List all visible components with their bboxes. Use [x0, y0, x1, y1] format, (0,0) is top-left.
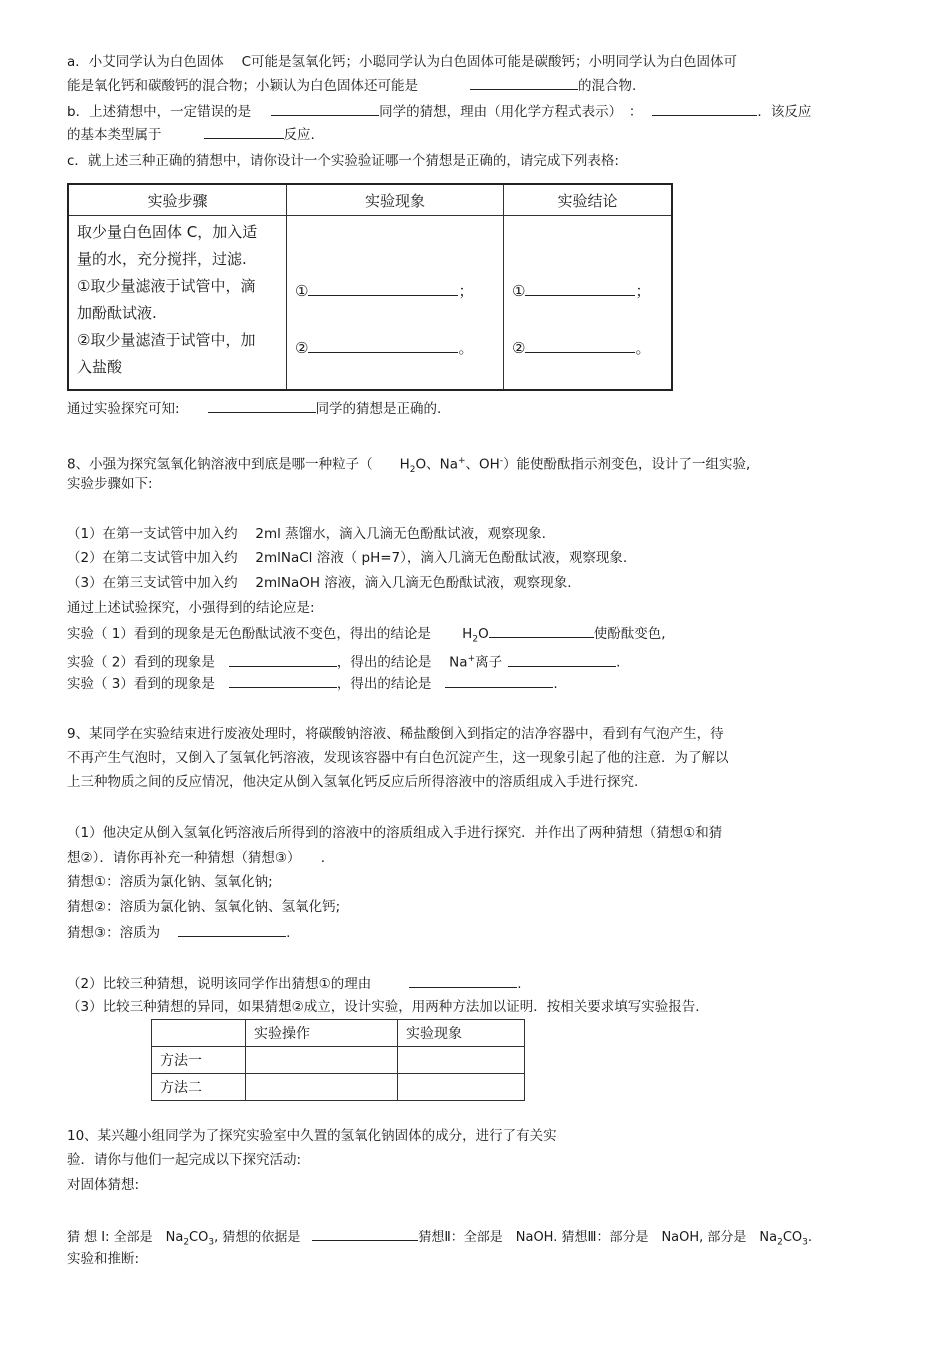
table2-header-phenomena: 实验现象 [398, 1020, 525, 1047]
method-label: 方法二 [152, 1074, 246, 1101]
text: . [286, 925, 291, 941]
blank-q8-1[interactable] [489, 623, 594, 638]
q9-guess-3 [67, 922, 290, 943]
blank-q8-5[interactable] [445, 673, 553, 688]
conclusion-cell [504, 216, 673, 391]
phen-blank-1[interactable] [308, 281, 458, 296]
step-line: 入盐酸 [77, 358, 123, 376]
line-b2 [67, 124, 315, 145]
text: . [553, 676, 558, 692]
phenomena-cell [287, 216, 504, 391]
table2-row [152, 1047, 525, 1074]
q8-step-1: （1）在第一支试管中加入约 2ml 蒸馏水，滴入几滴无色酚酞试液，观察现象. [67, 526, 546, 542]
text: ．该反应 [757, 104, 812, 120]
q8-step-2: （2）在第二支试管中加入约 2mlNaCl 溶液（ pH=7），滴入几滴无色酚酞试液，观察现象. [67, 550, 628, 566]
text: ，得出的结论是 Na [336, 654, 468, 671]
step-line: ①取少量滤液于试管中，滴 [77, 277, 256, 295]
text: b．上述猜想中，一定错误的是 [67, 104, 252, 120]
text: 实验（ 3）看到的现象是 [67, 676, 215, 692]
table-header-row [68, 184, 672, 216]
method-phenomena-cell[interactable] [398, 1047, 525, 1074]
phen-blank-2[interactable] [308, 338, 458, 353]
text: 使酚酞变色, [593, 626, 666, 642]
line-conclusion [67, 398, 441, 419]
q9-part2 [67, 973, 522, 994]
text: （2）比较三种猜想，说明该同学作出猜想①的理由 [67, 976, 372, 992]
circle-2: ② [512, 339, 526, 357]
text: 的混合物. [578, 78, 637, 94]
text: 反应. [283, 127, 315, 143]
q9-line-3: 上三种物质之间的反应情况，他决定从倒入氢氧化钙反应后所得溶液中的溶质组成入手进行探究. [67, 774, 639, 790]
punct: 。 [458, 339, 474, 357]
q9-line-1: 9、某同学在实验结束进行废液处理时，将碳酸钠溶液、稀盐酸倒入到指定的洁净容器中，看到有气泡产生，待 [67, 726, 724, 742]
text: 实验（ 1）看到的现象是无色酚酞试液不变色，得出的结论是 H [67, 626, 473, 642]
step-line: 取少量白色固体 C，加入适 [77, 223, 258, 241]
q8-line-1 [67, 451, 750, 480]
phen-line-2 [295, 337, 495, 358]
blank-a[interactable] [470, 75, 578, 90]
conc-line-1 [512, 280, 663, 301]
q8-conc-0: 通过上述试验探究，小强得到的结论应是: [67, 600, 315, 616]
table2-header-row [152, 1020, 525, 1047]
blank-b3[interactable] [204, 124, 284, 139]
blank-b1[interactable] [271, 101, 379, 116]
blank-b2[interactable] [652, 101, 757, 116]
text: ）能使酚酞指示剂变色，设计了一组实验, [503, 456, 751, 473]
experiment-table-1 [67, 183, 673, 391]
phen-line-1 [295, 280, 495, 301]
text: . [616, 654, 621, 671]
q10-line-1: 10、某兴趣小组同学为了探究实验室中久置的氢氧化钠固体的成分，进行了有关实 [67, 1128, 557, 1144]
sub: 2 [183, 1237, 190, 1248]
text: 通过实验探究可知: [67, 401, 180, 417]
sup: + [457, 456, 466, 466]
table2-row [152, 1074, 525, 1101]
line-a1: a．小艾同学认为白色固体 C可能是氢氧化钙；小聪同学认为白色固体可能是碳酸钙；小明同学认为白色固体可 [67, 54, 737, 70]
sub: 3 [208, 1237, 215, 1248]
text: 猜 想 I: 全部是 Na [67, 1230, 184, 1245]
step-line: 加酚酞试液. [77, 304, 157, 322]
circle-2: ② [295, 339, 309, 357]
q10-line-3: 对固体猜想: [67, 1177, 140, 1193]
text: 能是氧化钙和碳酸钙的混合物；小颖认为白色固体还可能是 [67, 78, 418, 94]
text: 同学的猜想是正确的. [315, 401, 442, 417]
q10-line-2: 验．请你与他们一起完成以下探究活动: [67, 1152, 302, 1168]
text: 同学的猜想，理由（用化学方程式表示） ： [379, 104, 643, 120]
text: 的基本类型属于 [67, 127, 162, 143]
text: ，得出的结论是 [336, 676, 432, 692]
q9-guess-1: 猜想①：溶质为氯化钠、氢氧化钠; [67, 874, 273, 890]
line-a2 [67, 75, 636, 96]
q8-step-3: （3）在第三支试管中加入约 2mlNaOH 溶液，滴入几滴无色酚酞试液，观察现象. [67, 575, 572, 591]
sup: - [499, 456, 504, 466]
line-b1 [67, 101, 811, 122]
punct: ； [635, 282, 651, 300]
conc-blank-1[interactable] [525, 281, 635, 296]
q9-line-2: 不再产生气泡时，又倒入了氢氧化钙溶液，发现该容器中有白色沉淀产生，这一现象引起了他的注意．为了解以 [67, 750, 729, 766]
text: . [517, 976, 522, 992]
sub: 3 [802, 1237, 808, 1248]
text: CO [189, 1230, 209, 1245]
conc-blank-2[interactable] [525, 338, 635, 353]
text: 实验（ 2）看到的现象是 [67, 654, 215, 671]
method-operation-cell[interactable] [246, 1047, 398, 1074]
q10-line-5: 实验和推断: [67, 1251, 140, 1267]
text: CO [782, 1230, 803, 1245]
punct: ； [458, 282, 474, 300]
text: 猜想③：溶质为 [67, 925, 161, 941]
conc-line-2 [512, 337, 663, 358]
punct: 。 [635, 339, 651, 357]
q9-part1-b: 想②）．请你再补充一种猜想（猜想③） . [67, 850, 325, 866]
q9-guess-2: 猜想②：溶质为氯化钠、氢氧化钠、氢氧化钙; [67, 899, 341, 915]
blank-q8-3[interactable] [508, 652, 616, 667]
text: O、Na [415, 456, 458, 473]
circle-1: ① [512, 282, 526, 300]
q9-part3: （3）比较三种猜想的异同，如果猜想②成立，设计实验，用两种方法加以证明．按相关要求填写实验报告. [67, 999, 700, 1015]
blank-q10-1[interactable] [312, 1226, 418, 1241]
step-line: 量的水，充分搅拌，过滤. [77, 250, 247, 268]
header-steps: 实验步骤 [68, 184, 287, 216]
line-c1: c．就上述三种正确的猜想中，请你设计一个实验验证哪一个猜想是正确的，请完成下列表格: [67, 153, 619, 169]
experiment-table-2 [151, 1019, 525, 1101]
blank-q9-2[interactable] [409, 973, 517, 988]
text: 、OH [465, 456, 500, 473]
blank-q8-4[interactable] [229, 673, 337, 688]
sub: 2 [409, 465, 416, 476]
q8-conc-1 [67, 623, 666, 650]
blank-q9-1[interactable] [178, 922, 286, 937]
table2-corner [152, 1020, 246, 1047]
circle-1: ① [295, 282, 309, 300]
text: 猜想Ⅱ：全部是 NaOH. 猜想Ⅲ：部分是 NaOH, 部分是 Na [418, 1230, 778, 1245]
steps-cell [68, 216, 287, 391]
step-line: ②取少量滤渣于试管中，加 [77, 331, 256, 349]
text: . [807, 1230, 813, 1245]
q8-line-2: 实验步骤如下: [67, 476, 153, 492]
text: 离子 [475, 654, 503, 671]
method-phenomena-cell[interactable] [398, 1074, 525, 1101]
table2-header-operation: 实验操作 [246, 1020, 398, 1047]
q8-conc-3 [67, 673, 558, 694]
text: O [478, 626, 489, 642]
blank-conc[interactable] [208, 398, 316, 413]
method-label: 方法一 [152, 1047, 246, 1074]
header-conclusion: 实验结论 [504, 184, 673, 216]
sub: 2 [472, 634, 479, 645]
text: , 猜想的依据是 [214, 1230, 301, 1245]
method-operation-cell[interactable] [246, 1074, 398, 1101]
q9-part1-a: （1）他决定从倒入氢氧化钙溶液后所得到的溶液中的溶质组成入手进行探究．并作出了两种猜想（猜想①和猜 [67, 825, 723, 841]
q10-line-4 [67, 1226, 812, 1253]
q8-conc-2 [67, 649, 620, 673]
table-body-row [68, 216, 672, 391]
sup: + [467, 654, 476, 664]
header-phenomena: 实验现象 [287, 184, 504, 216]
text: 8、小强为探究氢氧化钠溶液中到底是哪一种粒子（ H [67, 456, 410, 473]
blank-q8-2[interactable] [229, 652, 337, 667]
sub: 2 [777, 1237, 783, 1248]
